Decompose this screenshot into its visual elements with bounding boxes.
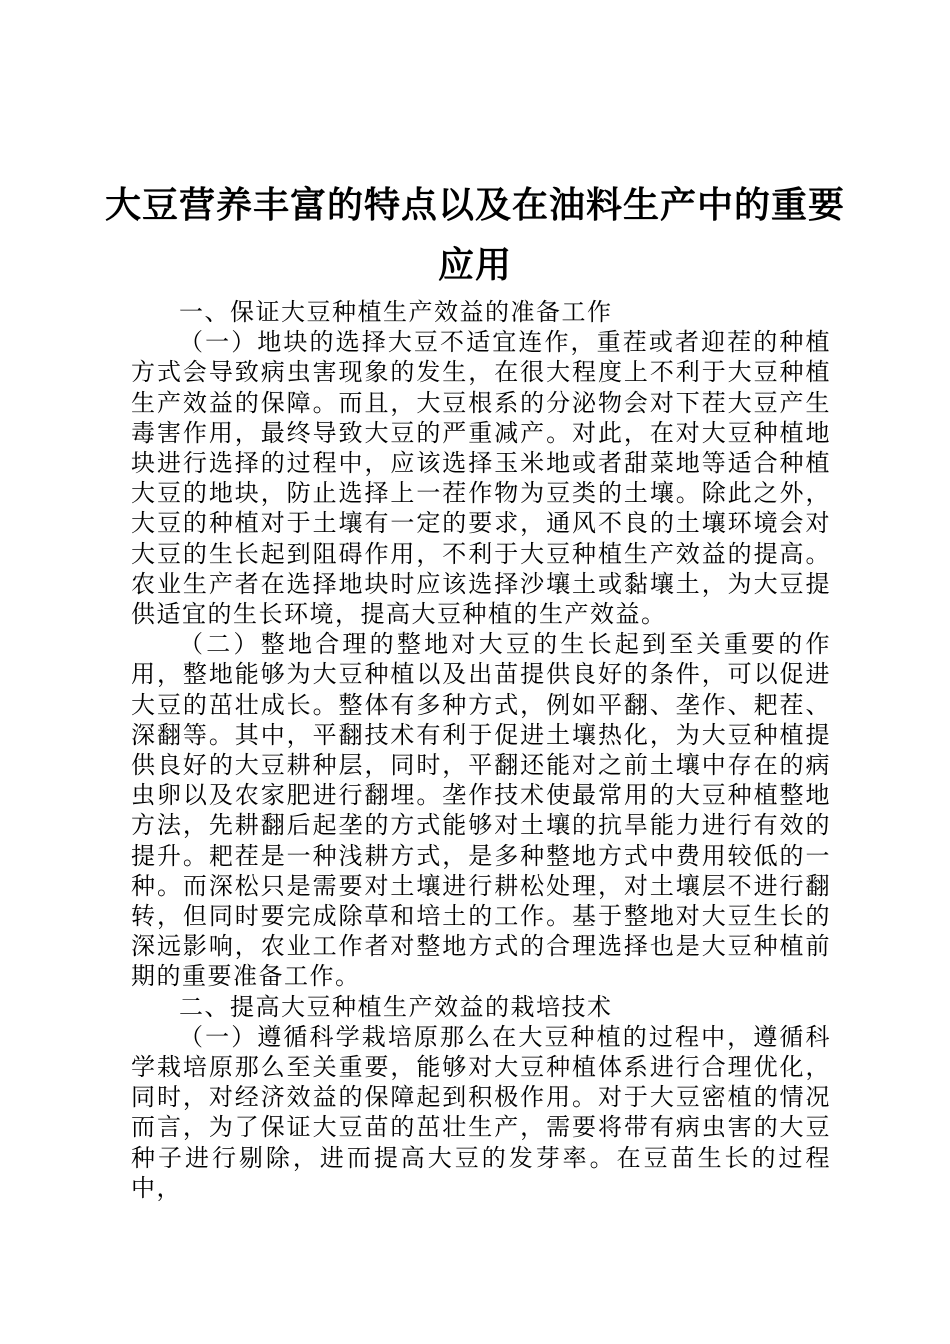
- section-heading: 一、保证大豆种植生产效益的准备工作: [179, 298, 613, 326]
- section-heading: 二、提高大豆种植生产效益的栽培技术: [179, 992, 613, 1021]
- document-title-line2: 应用: [437, 245, 512, 286]
- paragraph: （一）遵循科学栽培原那么在大豆种植的过程中，遵循科学栽培原那么至关重要，能够对大豆种植体系进行合理优化，同时，对经济效益的保障起到积极作用。对于大豆密植的情况而言，为了保证大豆苗的茁壮生产，需要将带有病虫害的大豆种子进行剔除，进而提高大豆的发芽率。在豆苗生长的过程中，: [131, 1022, 831, 1202]
- document-body: [131, 297, 831, 1203]
- paragraph: （二）整地合理的整地对大豆的生长起到至关重要的作用，整地能够为大豆种植以及出苗提供良好的条件，可以促进大豆的茁壮成长。整体有多种方式，例如平翻、垄作、耙茬、深翻等。其中，平翻技术有利于促进土壤热化，为大豆种植提供良好的大豆耕种层，同时，平翻还能对之前土壤中存在的病虫卵以及农家肥进行翻埋。垄作技术使最常用的大豆种植整地方法，先耕翻后起垄的方式能够对土壤的抗旱能力进行有效的提升。耙茬是一种浅耕方式，是多种整地方式中费用较低的一种。而深松只是需要对土壤进行耕松处理，对土壤层不进行翻转，但同时要完成除草和培土的工作。基于整地对大豆生长的深远影响，农业工作者对整地方式的合理选择也是大豆种植前期的重要准备工作。: [131, 630, 831, 991]
- document-title-line1: 大豆营养丰富的特点以及在油料生产中的重要: [104, 185, 845, 226]
- paragraph: （一）地块的选择大豆不适宜连作，重茬或者迎茬的种植方式会导致病虫害现象的发生，在很大程度上不利于大豆种植生产效益的保障。而且，大豆根系的分泌物会对下茬大豆产生毒害作用，最终导致大豆的严重减产。对此，在对大豆种植地块进行选择的过程中，应该选择玉米地或者甜菜地等适合种植大豆的地块，防止选择上一茬作物为豆类的土壤。除此之外，大豆的种植对于土壤有一定的要求，通风不良的土壤环境会对大豆的生长起到阻碍作用，不利于大豆种植生产效益的提高。农业生产者在选择地块时应该选择沙壤土或黏壤土，为大豆提供适宜的生长环境，提高大豆种植的生产效益。: [131, 328, 831, 629]
